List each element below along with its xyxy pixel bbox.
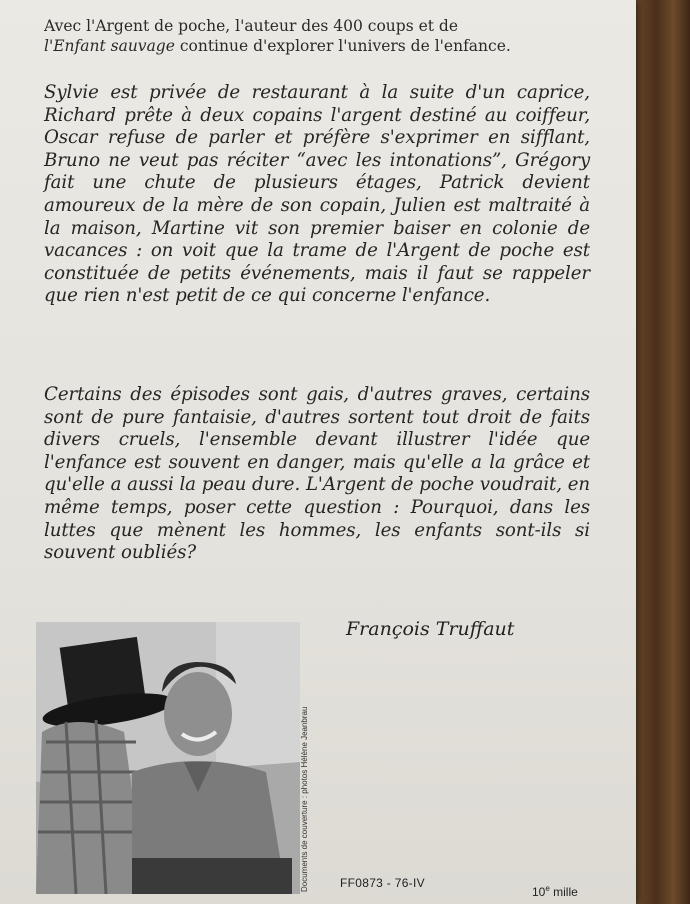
intro-text (44, 16, 589, 56)
intro-line-1: Avec l'Argent de poche, l'auteur des 400 coups et de (44, 17, 458, 35)
edition-count: 10 (532, 885, 546, 899)
wooden-table-background (634, 0, 690, 904)
intro-film-title: l'Enfant sauvage (44, 37, 175, 55)
intro-line-2: continue d'explorer l'univers de l'enfance. (174, 37, 511, 55)
paragraph-2: Certains des épisodes sont gais, d'autres graves, certains sont de pure fantaisie, d'autres sortent tout droit de faits divers cruels, l'ensemble devant illustrer l'idée que l'enfance est souvent en danger, mais qu'elle a la grâce et qu'elle a aussi la peau dure. L'Argent de poche voudrait, en même temps, poser cette question : Pourquoi, dans les luttes que mènent les hommes, les enfants sont-ils si souvent oubliés? (44, 384, 590, 564)
edition-label: mille (549, 885, 578, 899)
edition-number (532, 884, 578, 899)
photo-credit: Documents de couverture : photos Hélène Jeanbrau (300, 706, 309, 892)
cover-photo (36, 622, 300, 894)
edition-suffix: e (545, 884, 550, 893)
catalog-code: FF0873 - 76-IV (340, 876, 425, 890)
paragraph-1: Sylvie est privée de restaurant à la suite d'un caprice, Richard prête à deux copains l'argent destiné au coiffeur, Oscar refuse de parler et préfère s'exprimer en sifflant, Bruno ne veut pas réciter “avec les intonations”, Grégory fait une chute de plusieurs étages, Patrick devient amoureux de la mère de son copain, Julien est maltraité à la maison, Martine vit son premier baiser en colonie de vacances : on voit que la trame de l'Argent de poche est constituée de petits événements, mais il faut se rappeler que rien n'est petit de ce qui concerne l'enfance. (44, 82, 590, 307)
author-signature: François Truffaut (346, 618, 515, 640)
